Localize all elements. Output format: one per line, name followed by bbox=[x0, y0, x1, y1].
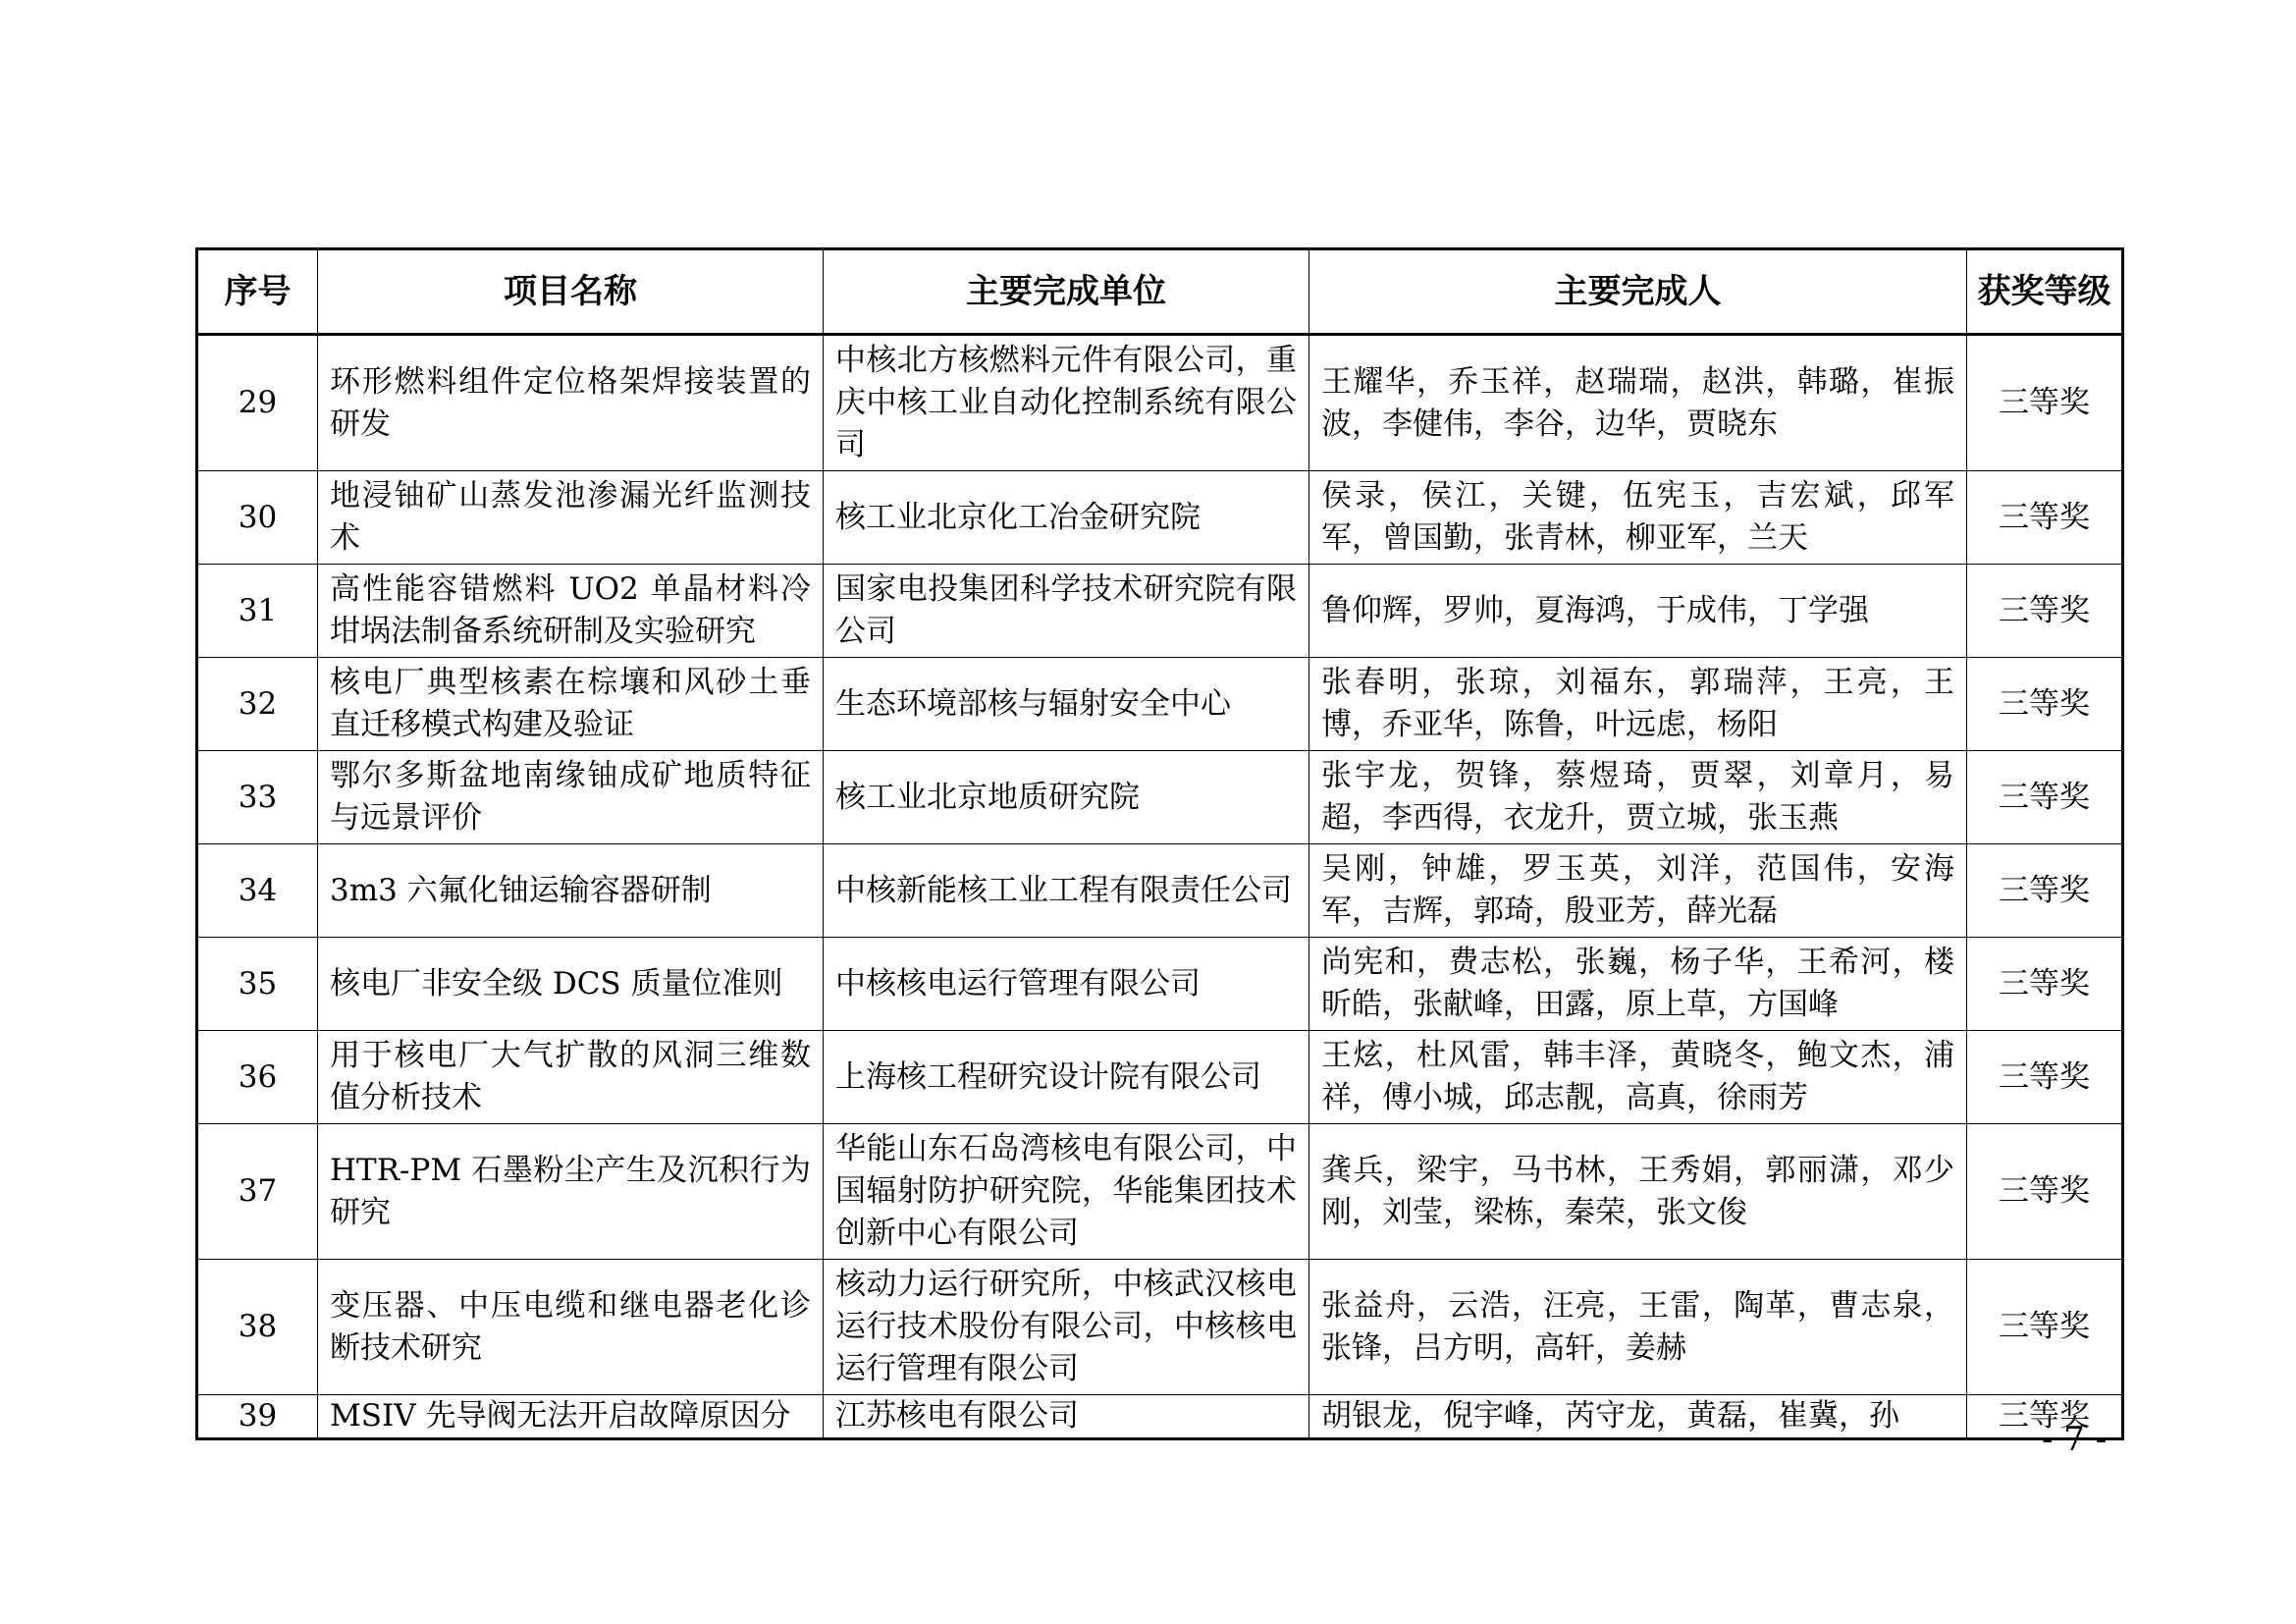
seq-cell: 33 bbox=[197, 751, 318, 844]
header-award-level: 获奖等级 bbox=[1967, 249, 2123, 335]
table-row bbox=[197, 1395, 2123, 1439]
seq-cell: 32 bbox=[197, 658, 318, 751]
award-level-cell: 三等奖 bbox=[1967, 844, 2123, 938]
completion-unit-cell: 核工业北京化工冶金研究院 bbox=[824, 471, 1309, 565]
completion-unit-cell: 核动力运行研究所，中核武汉核电运行技术股份有限公司，中核核电运行管理有限公司 bbox=[824, 1260, 1309, 1395]
header-seq: 序号 bbox=[197, 249, 318, 335]
completion-unit-cell: 中核核电运行管理有限公司 bbox=[824, 938, 1309, 1031]
header-completion-unit: 主要完成单位 bbox=[824, 249, 1309, 335]
table-row bbox=[197, 565, 2123, 658]
completion-unit-cell: 生态环境部核与辐射安全中心 bbox=[824, 658, 1309, 751]
page-number: - 7 - bbox=[2042, 1420, 2108, 1459]
table-row bbox=[197, 658, 2123, 751]
completion-unit-cell: 国家电投集团科学技术研究院有限公司 bbox=[824, 565, 1309, 658]
award-level-cell: 三等奖 bbox=[1967, 471, 2123, 565]
seq-cell: 31 bbox=[197, 565, 318, 658]
table-row bbox=[197, 335, 2123, 471]
project-name-cell: 环形燃料组件定位格架焊接装置的研发 bbox=[318, 335, 824, 471]
completion-unit-cell: 中核北方核燃料元件有限公司，重庆中核工业自动化控制系统有限公司 bbox=[824, 335, 1309, 471]
completion-people-cell: 龚兵，梁宇，马书林，王秀娟，郭丽潇，邓少刚，刘莹，梁栋，秦荣，张文俊 bbox=[1309, 1124, 1967, 1260]
table-row bbox=[197, 1031, 2123, 1124]
completion-unit-cell: 核工业北京地质研究院 bbox=[824, 751, 1309, 844]
completion-people-cell: 鲁仰辉，罗帅，夏海鸿，于成伟，丁学强 bbox=[1309, 565, 1967, 658]
project-name-cell: 核电厂典型核素在棕壤和风砂土垂直迁移模式构建及验证 bbox=[318, 658, 824, 751]
award-level-cell: 三等奖 bbox=[1967, 565, 2123, 658]
table-row bbox=[197, 938, 2123, 1031]
completion-people-cell: 张宇龙，贺锋，蔡煜琦，贾翠，刘章月，易超，李西得，衣龙升，贾立城，张玉燕 bbox=[1309, 751, 1967, 844]
completion-unit-cell: 江苏核电有限公司 bbox=[824, 1395, 1309, 1439]
project-name-cell: 地浸铀矿山蒸发池渗漏光纤监测技术 bbox=[318, 471, 824, 565]
completion-people-cell: 张益舟，云浩，汪亮，王雷，陶革，曹志泉，张锋，吕方明，高轩，姜赫 bbox=[1309, 1260, 1967, 1395]
header-project-name: 项目名称 bbox=[318, 249, 824, 335]
table-row bbox=[197, 751, 2123, 844]
award-level-cell: 三等奖 bbox=[1967, 938, 2123, 1031]
completion-people-cell: 尚宪和，费志松，张巍，杨子华，王希河，楼昕皓，张献峰，田露，原上草，方国峰 bbox=[1309, 938, 1967, 1031]
award-level-cell: 三等奖 bbox=[1967, 658, 2123, 751]
project-name-cell: 3m3 六氟化铀运输容器研制 bbox=[318, 844, 824, 938]
header-row bbox=[197, 249, 2123, 335]
completion-people-cell: 胡银龙，倪宇峰，芮守龙，黄磊，崔冀，孙 bbox=[1309, 1395, 1967, 1439]
completion-people-cell: 吴刚，钟雄，罗玉英，刘洋，范国伟，安海军，吉辉，郭琦，殷亚芳，薛光磊 bbox=[1309, 844, 1967, 938]
award-level-cell: 三等奖 bbox=[1967, 1031, 2123, 1124]
table-row bbox=[197, 1260, 2123, 1395]
table-row bbox=[197, 844, 2123, 938]
project-name-cell: MSIV 先导阀无法开启故障原因分 bbox=[318, 1395, 824, 1439]
completion-people-cell: 王耀华，乔玉祥，赵瑞瑞，赵洪，韩璐，崔振波，李健伟，李谷，边华，贾晓东 bbox=[1309, 335, 1967, 471]
seq-cell: 30 bbox=[197, 471, 318, 565]
seq-cell: 38 bbox=[197, 1260, 318, 1395]
award-level-cell: 三等奖 bbox=[1967, 1260, 2123, 1395]
seq-cell: 29 bbox=[197, 335, 318, 471]
project-name-cell: 鄂尔多斯盆地南缘铀成矿地质特征与远景评价 bbox=[318, 751, 824, 844]
seq-cell: 36 bbox=[197, 1031, 318, 1124]
award-level-cell: 三等奖 bbox=[1967, 1124, 2123, 1260]
project-name-cell: 变压器、中压电缆和继电器老化诊断技术研究 bbox=[318, 1260, 824, 1395]
completion-people-cell: 张春明，张琼，刘福东，郭瑞萍，王亮，王博，乔亚华，陈鲁，叶远虑，杨阳 bbox=[1309, 658, 1967, 751]
completion-unit-cell: 华能山东石岛湾核电有限公司，中国辐射防护研究院，华能集团技术创新中心有限公司 bbox=[824, 1124, 1309, 1260]
completion-unit-cell: 中核新能核工业工程有限责任公司 bbox=[824, 844, 1309, 938]
project-name-cell: 核电厂非安全级 DCS 质量位准则 bbox=[318, 938, 824, 1031]
header-completion-people: 主要完成人 bbox=[1309, 249, 1967, 335]
table-row bbox=[197, 1124, 2123, 1260]
project-name-cell: 用于核电厂大气扩散的风洞三维数值分析技术 bbox=[318, 1031, 824, 1124]
seq-cell: 34 bbox=[197, 844, 318, 938]
award-level-cell: 三等奖 bbox=[1967, 335, 2123, 471]
project-name-cell: 高性能容错燃料 UO2 单晶材料冷坩埚法制备系统研制及实验研究 bbox=[318, 565, 824, 658]
award-table bbox=[195, 247, 2124, 1440]
completion-people-cell: 侯录，侯江，关键，伍宪玉，吉宏斌，邱军军，曾国勤，张青林，柳亚军，兰天 bbox=[1309, 471, 1967, 565]
completion-people-cell: 王炫，杜风雷，韩丰泽，黄晓冬，鲍文杰，浦祥，傅小城，邱志靓，高真，徐雨芳 bbox=[1309, 1031, 1967, 1124]
seq-cell: 39 bbox=[197, 1395, 318, 1439]
seq-cell: 37 bbox=[197, 1124, 318, 1260]
table-row bbox=[197, 471, 2123, 565]
completion-unit-cell: 上海核工程研究设计院有限公司 bbox=[824, 1031, 1309, 1124]
award-level-cell: 三等奖 bbox=[1967, 751, 2123, 844]
award-level-cell: 三等奖 bbox=[1967, 1395, 2123, 1439]
seq-cell: 35 bbox=[197, 938, 318, 1031]
project-name-cell: HTR-PM 石墨粉尘产生及沉积行为研究 bbox=[318, 1124, 824, 1260]
